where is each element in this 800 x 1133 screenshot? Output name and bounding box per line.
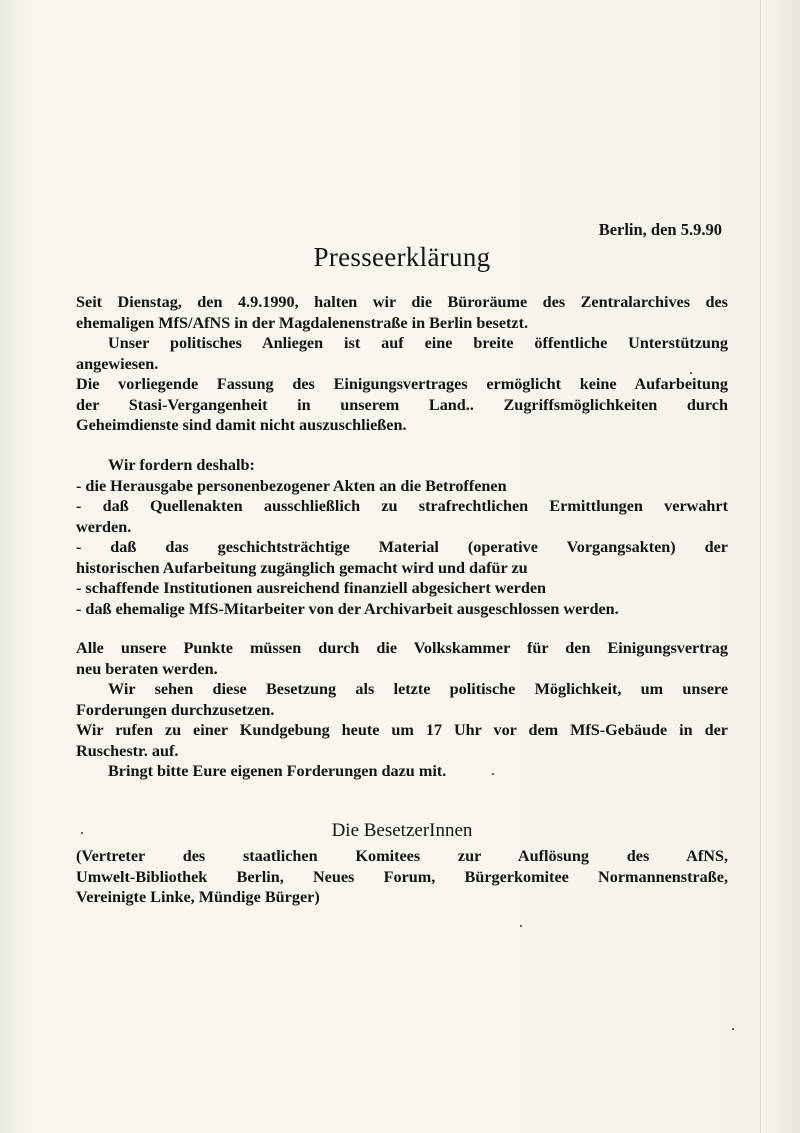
list-item: - daß Quellenakten ausschließlich zu strafrechtlichen Ermittlungen verwahrt xyxy=(76,497,728,515)
date-line: Berlin, den 5.9.90 xyxy=(598,220,722,239)
text-line: Seit Dienstag, den 4.9.1990, halten wir die Büroräume des Zentralarchives des xyxy=(76,293,728,311)
text-line: der Stasi-Vergangenheit in unserem Land.. Zugriffsmöglichkeiten durch xyxy=(76,395,728,414)
text-line: Geheimdienste sind damit nicht auszuschließen. xyxy=(76,416,407,434)
paper-speck xyxy=(520,925,522,927)
paper-speck xyxy=(492,773,494,775)
list-item: - daß das geschichtsträchtige Material (operative Vorgangsakten) der xyxy=(76,538,728,556)
text-line: Bringt bitte Eure eigenen Forderungen dazu mit. xyxy=(108,762,447,780)
demands-heading: Wir fordern deshalb: xyxy=(108,456,255,474)
text-line: (Vertreter des staatlichen Komitees zur Auflösung des AfNS, xyxy=(76,847,728,865)
list-item: - daß ehemalige MfS-Mitarbeiter von der Archivarbeit ausgeschlossen werden. xyxy=(76,599,619,618)
text-line: Wir sehen diese Besetzung als letzte politische Möglichkeit, um unsere xyxy=(108,680,728,698)
signatories xyxy=(76,846,728,908)
list-item: - schaffende Institutionen ausreichend finanziell abgesichert werden xyxy=(76,579,547,597)
list-item: werden. xyxy=(76,517,132,536)
text-line: angewiesen. xyxy=(76,354,159,373)
text-line: neu beraten werden. xyxy=(76,659,218,678)
text-line: Ruschestr. auf. xyxy=(76,741,179,760)
signature: Die BesetzerInnen xyxy=(331,820,473,841)
text-line: Forderungen durchzusetzen. xyxy=(76,700,275,719)
text-line: Unser politisches Anliegen ist auf eine breite öffentliche Unterstützung xyxy=(108,334,728,352)
intro-paragraph xyxy=(76,292,728,436)
text-line: Umwelt-Bibliothek Berlin, Neues Forum, Bürgerkomitee Normannenstraße, xyxy=(76,867,728,886)
text-line: Die vorliegende Fassung des Einigungsvertrages ermöglicht keine Aufarbeitung xyxy=(76,375,728,393)
demands-list xyxy=(76,455,728,619)
text-line: ehemaligen MfS/AfNS in der Magdalenenstraße in Berlin besetzt. xyxy=(76,313,529,332)
list-item: - die Herausgabe personenbezogener Akten an die Betroffenen xyxy=(76,476,507,495)
closing-paragraph xyxy=(76,638,728,782)
text-line: Alle unsere Punkte müssen durch die Volkskammer für den Einigungsvertrag xyxy=(76,639,728,657)
paper-speck xyxy=(81,832,83,834)
text-line: Wir rufen zu einer Kundgebung heute um 17 Uhr vor dem MfS-Gebäude in der xyxy=(76,721,728,739)
paper-fold xyxy=(760,0,761,1133)
paper-speck xyxy=(690,372,692,374)
paper-speck xyxy=(732,1028,734,1030)
text-line: Vereinigte Linke, Mündige Bürger) xyxy=(76,888,320,906)
list-item: historischen Aufarbeitung zugänglich gemacht wird und dafür zu xyxy=(76,558,528,577)
page-title: Presseerklärung xyxy=(313,242,491,272)
